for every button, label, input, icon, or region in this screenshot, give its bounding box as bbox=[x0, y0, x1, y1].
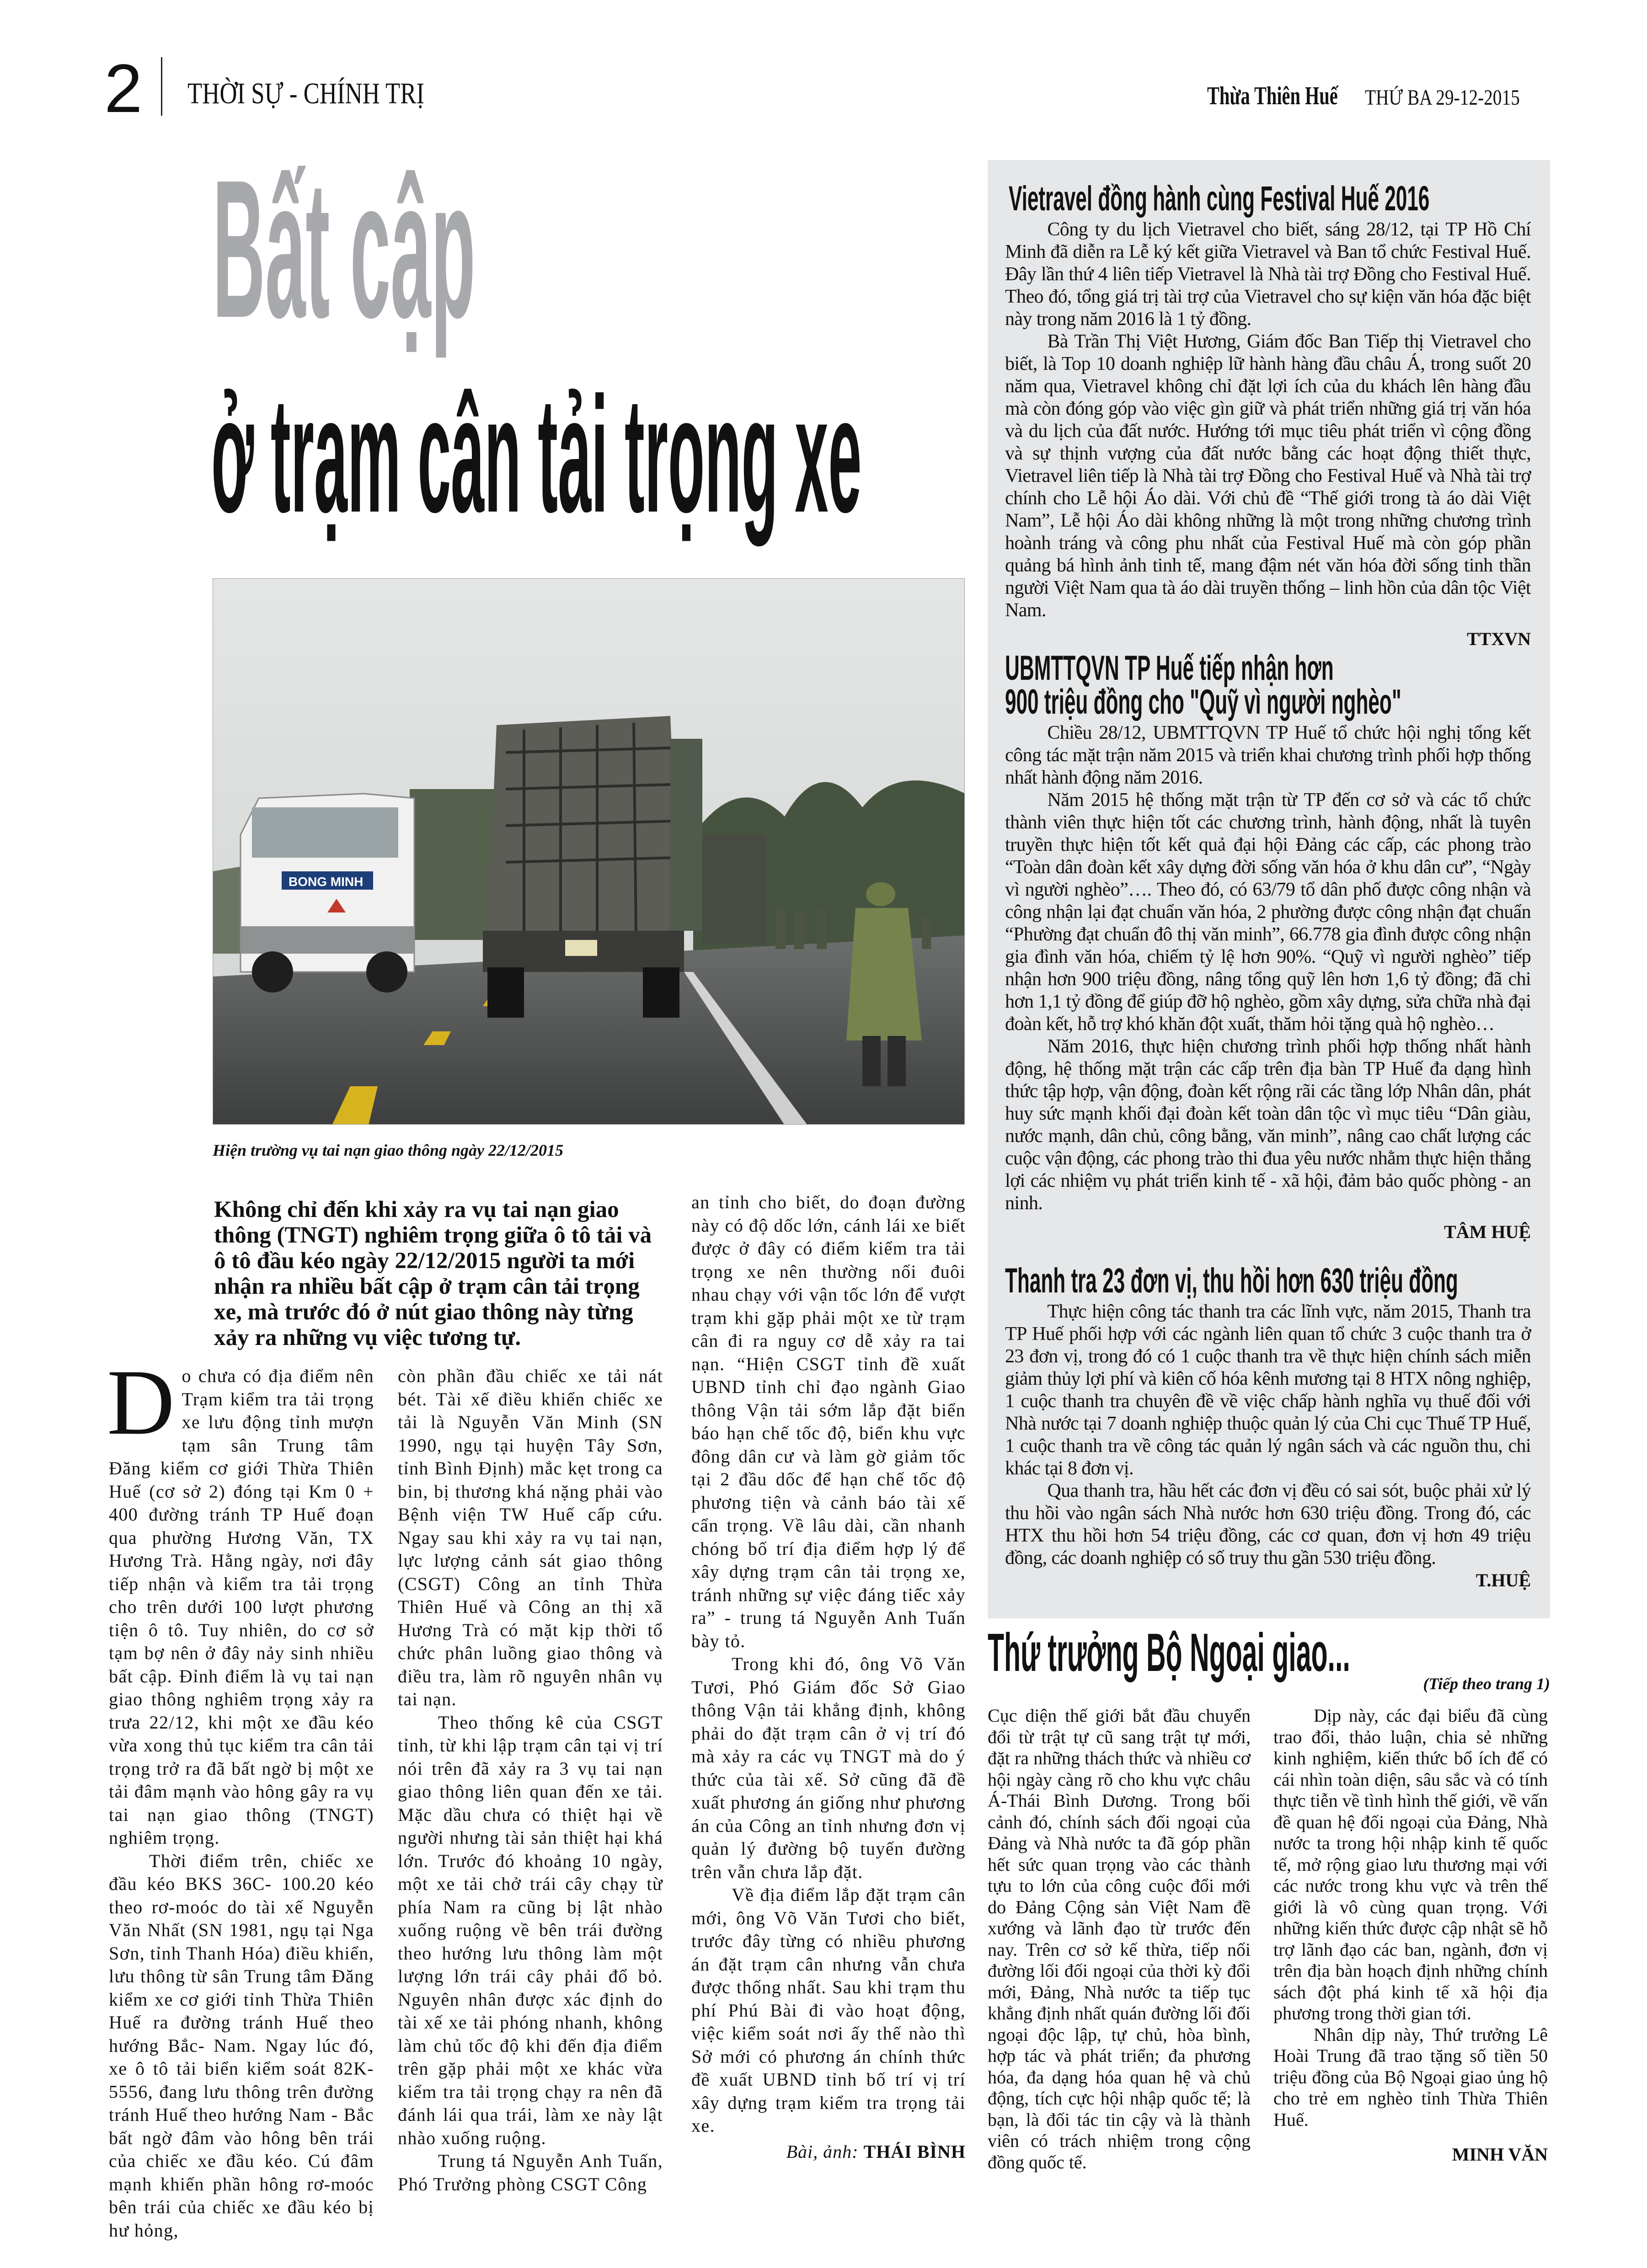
photo-caption: Hiện trường vụ tai nạn giao thông ngày 22/12/2015 bbox=[213, 1141, 564, 1159]
brief-ubmttq bbox=[1005, 651, 1531, 1243]
brief-signature: T.HUỆ bbox=[1476, 1570, 1531, 1590]
paragraph: Thời điểm trên, chiếc xe đầu kéo BKS 36C- 100.20 kéo theo rơ-moóc do tài xế Nguyễn Văn Nhất (SN 1981, ngụ tại Nga Sơn, tỉnh Thanh Hóa) điều khiển, lưu thông từ sân Trung tâm Đăng kiểm xe cơ giới tỉnh Thừa Thiên Huế ra đường tránh Huế theo hướng Bắc- Nam. Ngay lúc đó, xe ô tô tải biển kiểm soát 82K- 5556, đang lưu thông trên đường tránh Huế theo hướng Nam - Bắc bất ngờ đâm vào hông bên trái của chiếc xe đầu kéo. Cú đâm mạnh khiến phần hông rơ-moóc bên trái của chiếc xe đầu kéo bị hư hỏng, bbox=[109, 1850, 374, 2241]
brief-body bbox=[1005, 1301, 1531, 1569]
third-truck bbox=[702, 835, 766, 945]
brief-signature: TTXVN bbox=[1466, 629, 1531, 649]
paragraph: Trung tá Nguyễn Anh Tuấn, Phó Trưởng phòng CSGT Công bbox=[398, 2151, 663, 2194]
continued-from-note: (Tiếp theo trang 1) bbox=[1423, 1675, 1550, 1693]
article-column-2 bbox=[398, 1365, 663, 2196]
paragraph: Theo thống kê của CSGT tỉnh, từ khi lập trạm cân tại vị trí nói trên đã xảy ra 3 vụ tai nạn giao thông liên quan đến xe tải. Mặc dầu chưa có thiệt hại về người nhưng tài sản thiệt hại khá lớn. Trước đó khoảng 10 ngày, một xe tải chở trái cây chạy từ phía Nam ra cũng bị lật nhào xuống ruộng về bên trái đường theo hướng lưu thông làm một lượng lớn trái cây phải đổ bỏ. Nguyên nhân được xác định do tài xế xe tải phóng nhanh, không làm chủ tốc độ khi đến địa điểm trên gặp phải một xe khác vừa kiểm tra tải trọng chạy ra nên đã đánh lái qua trái, làm xe này lật nhào xuống ruộng. bbox=[398, 1712, 663, 2148]
brief-signature: TÂM HUỆ bbox=[1444, 1222, 1531, 1242]
continued-column-2 bbox=[1273, 1705, 1548, 2166]
paragraph: Dịp này, các đại biểu đã cùng trao đổi, thảo luận, chia sẻ những kinh nghiệm, kiến thức bổ ích để có cái nhìn toàn diện, sâu sắc và có tính thực tiễn về tình hình thế giới, về vấn đề quan hệ đối ngoại của Đảng, Nhà nước ta trong hội nhập kinh tế quốc tế, mở rộng giao lưu thương mại với các nước trong khu vực và trên thế giới là vô cùng quan trọng. Với những kiến thức được cập nhật sẽ hỗ trợ lãnh đạo các ban, ngành, đơn vị trên địa bàn hoạch định những chính sách đột phá kinh tế xã hội địa phương trong thời gian tới. bbox=[1273, 1705, 1548, 2023]
continued-article-title-text: Thứ trưởng Bộ Ngoại giao... bbox=[988, 1622, 1350, 1683]
brief-title-text: Thanh tra 23 đơn vị, thu hồi hơn 630 triệu đồng bbox=[1005, 1261, 1458, 1300]
paragraph: còn phần đầu chiếc xe tải nát bét. Tài xế điều khiển chiếc xe tải là Nguyễn Văn Minh (SN 1990, ngụ tại huyện Tây Sơn, tỉnh Bình Định) mắc kẹt trong ca bin, bị thương khá nặng phải vào Bệnh viện TW Huế cấp cứu. Ngay sau khi xảy ra vụ tai nạn, lực lượng cảnh sát giao thông (CSGT) Công an tỉnh Thừa Thiên Huế và Công an thị xã Hương Trà có mặt kịp thời tổ chức phân luồng giao thông và điều tra, làm rõ nguyên nhân vụ tai nạn. bbox=[398, 1366, 663, 1709]
brief-title bbox=[1005, 179, 1531, 218]
newspaper-name bbox=[1207, 82, 1389, 110]
section-title-text: THỜI SỰ - CHÍNH TRỊ bbox=[187, 77, 425, 110]
page-number: 2 bbox=[104, 50, 143, 127]
continued-article-signature: MINH VĂN bbox=[1452, 2144, 1548, 2165]
header-divider bbox=[161, 57, 162, 116]
article-byline bbox=[691, 2140, 966, 2164]
brief-title bbox=[1005, 1261, 1531, 1300]
article-lead: Không chỉ đến khi xảy ra vụ tai nạn giao thông (TNGT) nghiêm trọng giữa ô tô tải và ô tô đầu kéo ngày 22/12/2015 người ta mới nhận ra nhiều bất cập ở trạm cân tải trọng xe, mà trước đó ở nút giao thông này từng xảy ra những vụ việc tương tự. bbox=[214, 1197, 652, 1350]
brief-vietravel bbox=[1005, 179, 1531, 650]
drop-cap: D bbox=[107, 1350, 176, 1454]
headline-line-2-text: ở trạm cân tải trọng xe bbox=[211, 363, 862, 547]
photo-illustration bbox=[213, 579, 965, 1125]
continued-article-title bbox=[988, 1622, 1647, 1683]
brief-thanh-tra bbox=[1005, 1261, 1531, 1591]
issue-date-text: THỨ BA 29-12-2015 bbox=[1365, 85, 1520, 110]
paragraph: Công ty du lịch Vietravel cho biết, sáng 28/12, tại TP Hồ Chí Minh đã diễn ra Lễ ký kết giữa Vietravel và Ban tổ chức Festival Huế. Đây lần thứ 4 liên tiếp Vietravel là Nhà tài trợ Đồng cho Festival Huế. Theo đó, tổng giá trị tài trợ của Vietravel cho sự kiện văn hóa đặc biệt này trong năm 2016 là 1 tỷ đồng. bbox=[1005, 219, 1531, 330]
truck-logo-text: BONG MINH bbox=[289, 875, 364, 889]
paragraph: Về địa điểm lắp đặt trạm cân mới, ông Võ Văn Tươi cho biết, trước đây từng có nhiều phương án đặt trạm cân nhưng vẫn chưa được thống nhất. Sau khi trạm thu phí Phú Bài đi vào hoạt động, việc kiểm soát nơi ấy thế nào thì Sở mới có phương án chính thức đề xuất UBND tỉnh bố trí vị trí xây dựng trạm kiểm tra trọng tải xe. bbox=[691, 1884, 966, 2136]
paragraph: Bà Trần Thị Việt Hương, Giám đốc Ban Tiếp thị Vietravel cho biết, là Top 10 doanh nghiệp lữ hành hàng đầu châu Á, trong suốt 20 năm qua, Vietravel không chỉ đặt lợi ích của du khách lên hàng đầu mà còn đóng góp vào việc gìn giữ và phát triển những giá trị văn hóa và du lịch của đất nước. Hướng tới mục tiêu phát triển vì cộng đồng và sự thịnh vượng của đất nước bằng các hoạt động thiết thực, Vietravel liên tiếp là Nhà tài trợ Đồng cho Festival Huế và Nhà tài trợ chính cho Lễ hội Áo dài. Với chủ đề “Thế giới trong tà áo dài Việt Nam”, Lễ hội Áo dài không những là một trong những chương trình hoành tráng và công phu nhất của Festival Huế mà còn góp phần quảng bá hình ảnh tinh tế, mang đậm nét văn hóa đời sống tinh thần người Việt Nam qua tà áo dài truyền thống – linh hồn của dân tộc Việt Nam. bbox=[1005, 331, 1531, 621]
brief-title-text: UBMTTQVN TP Huế tiếp nhận hơn bbox=[1005, 649, 1334, 688]
issue-date bbox=[1365, 85, 1554, 111]
article-column-1 bbox=[107, 1350, 374, 2242]
paragraph: Năm 2016, thực hiện chương trình phối hợp thống nhất hành động, hệ thống mặt trận các cấp trên địa bàn TP Huế đa dạng hình thức tập hợp, vận động, đoàn kết rộng rãi các tầng lớp Nhân dân, phát huy sức mạnh khối đại đoàn kết toàn dân tộc vì mục tiêu “Dân giàu, nước mạnh, dân chủ, công bằng, văn minh”, nâng cao chất lượng các cuộc vận động, các phong trào thi đua yêu nước nhằm thực hiện thắng lợi các nhiệm vụ phát triển kinh tế - xã hội, đảm bảo quốc phòng - an ninh. bbox=[1005, 1036, 1531, 1214]
brief-body bbox=[1005, 219, 1531, 622]
brief-title-text: Vietravel đồng hành cùng Festival Huế 2016 bbox=[1009, 179, 1430, 218]
paragraph: Nhân dịp này, Thứ trưởng Lê Hoài Trung đã trao tặng số tiền 50 triệu đồng của Bộ Ngoại giao ủng hộ cho trẻ em nghèo tỉnh Thừa Thiên Huế. bbox=[1273, 2024, 1548, 2130]
paragraph: an tỉnh cho biết, do đoạn đường này có độ dốc lớn, cánh lái xe biết được ở đây có điểm kiểm tra tải trọng xe nên thường nối đuôi nhau chạy với vận tốc lớn để vượt trạm khi gặp phải một xe từ trạm cân đi ra nguy cơ dễ xảy ra tai nạn. “Hiện CSGT tỉnh đề xuất UBND tỉnh chỉ đạo ngành Giao thông Vận tải sớm lắp đặt biển báo hạn chế tốc độ, biển khu vực đông dân cư và làm gờ giảm tốc tại 2 đầu dốc để hạn chế tốc độ phương tiện và cảnh báo tài xế cẩn trọng. Về lâu dài, cần nhanh chóng bố trí địa điểm hợp lý để xây dựng trạm cân tải trọng xe, tránh những sự việc đáng tiếc xảy ra” - trung tá Nguyễn Anh Tuấn bày tỏ. bbox=[691, 1192, 966, 1651]
paragraph: Trong khi đó, ông Võ Văn Tươi, Phó Giám đốc Sở Giao thông Vận tải khẳng định, không phải do đặt trạm cân ở vị trí đó mà xảy ra các vụ TNGT mà do ý thức của tài xế. Sở cũng đã đề xuất phương án giống như phương án của Công an tỉnh nhưng đơn vị quản lý đường bộ tuyến đường trên vẫn chưa lắp đặt. bbox=[691, 1654, 966, 1882]
headline-line-1 bbox=[213, 139, 923, 359]
paragraph: o chưa có địa điểm nên Trạm kiểm tra tải trọng xe lưu động tỉnh mượn tạm sân Trung tâm Đăng kiểm cơ giới Thừa Thiên Huế (cơ sở 2) đóng tại Km 0 + 400 đường tránh TP Huế đoạn qua phường Hương Văn, TX Hương Trà. Hằng ngày, nơi đây tiếp nhận và kiểm tra tải trọng cho trên dưới 100 lượt phương tiện ô tô. Tuy nhiên, do cơ sở tạm bợ nên ở đây nảy sinh nhiều bất cập. Đỉnh điểm là vụ tai nạn giao thông nghiêm trọng xảy ra trưa 22/12, khi một xe đầu kéo vừa xong thủ tục kiểm tra cân tải trọng trở ra đã bất ngờ bị một xe tải đâm mạnh vào hông gây ra vụ tai nạn giao thông (TNGT) nghiêm trọng. bbox=[109, 1366, 374, 1848]
byline-author: THÁI BÌNH bbox=[863, 2141, 966, 2162]
paragraph: Năm 2015 hệ thống mặt trận từ TP đến cơ sở và các tổ chức thành viên thực hiện tốt các chương trình, hành động, nhất là tuyên truyền thực hiện tốt kết quả đại hội Đảng các cấp, các phong trào “Toàn dân đoàn kết xây dựng đời sống văn hóa ở khu dân cư”, “Ngày vì người nghèo”…. Theo đó, có 63/79 tổ dân phố được công nhận và công nhận lại đạt chuẩn văn hóa, 2 phường được công nhận đạt chuẩn “Phường đạt chuẩn đô thị văn minh”, 66.778 gia đình được công nhận gia đình văn hóa, chiếm tỷ lệ hơn 90%. “Quỹ vì người nghèo” tiếp nhận hơn 900 triệu đồng, nâng tổng quỹ lên hơn 1,6 tỷ đồng; đã chi hơn 1,1 tỷ đồng để giúp đỡ hộ nghèo, gồm xây dựng, sửa chữa nhà đại đoàn kết, hỗ trợ khó khăn đột xuất, thăm hỏi tặng quà hộ nghèo… bbox=[1005, 790, 1531, 1035]
article-column-3 bbox=[691, 1191, 966, 2163]
paragraph: Cục diện thế giới bắt đầu chuyển đổi từ trật tự cũ sang trật tự mới, đặt ra những thách thức và nhiều cơ hội ngày càng rõ cho khu vực châu Á-Thái Bình Dương. Trong bối cảnh đó, chính sách đối ngoại của Đảng và Nhà nước ta đã góp phần hết sức quan trọng vào các thành tựu to lớn của công cuộc đổi mới do Đảng Cộng sản Việt Nam đề xướng và lãnh đạo từ trước đến nay. Trên cơ sở kế thừa, tiếp nối đường lối đối ngoại của thời kỳ đổi mới, Đảng, Nhà nước ta tiếp tục khẳng định nhất quán đường lối đối ngoại độc lập, tự chủ, hòa bình, hợp tác và phát triển; đa phương hóa, đa dạng hóa quan hệ và chủ động, tích cực hội nhập quốc tế; là bạn, là đối tác tin cậy và là thành viên có trách nhiệm trong cộng đồng quốc tế. bbox=[988, 1705, 1251, 2172]
paragraph: Chiều 28/12, UBMTTQVN TP Huế tổ chức hội nghị tổng kết công tác mặt trận năm 2015 và triển khai chương trình phối hợp thống nhất hành động năm 2016. bbox=[1005, 722, 1531, 788]
section-title bbox=[187, 78, 484, 110]
byline-prefix: Bài, ảnh: bbox=[786, 2141, 859, 2162]
paragraph: Thực hiện công tác thanh tra các lĩnh vực, năm 2015, Thanh tra TP Huế phối hợp với các ngành liên quan tổ chức 3 cuộc thanh tra ở 23 đơn vị, trong đó có 1 cuộc thanh tra về thực hiện chính sách miễn giảm thủy lợi phí và kiên cố hóa kênh mương tại 8 HTX nông nghiệp, 1 cuộc thanh tra chuyên đề về việc chấp hành nghĩa vụ thuế đối với Nhà nước tại 7 doanh nghiệp thuộc quản lý của Chi cục Thuế TP Huế, 1 cuộc thanh tra về công tác quản lý ngân sách và các nguồn thu, chi khác tại 8 đơn vị. bbox=[1005, 1301, 1531, 1479]
brief-title-line-1 bbox=[1005, 649, 1531, 688]
newspaper-name-text: Thừa Thiên Huế bbox=[1207, 82, 1338, 110]
brief-title-line-2 bbox=[1005, 685, 1531, 719]
continued-column-1 bbox=[988, 1705, 1251, 2173]
brief-body bbox=[1005, 722, 1531, 1215]
accident-scene-photo bbox=[213, 578, 965, 1125]
paragraph: Qua thanh tra, hầu hết các đơn vị đều có sai sót, buộc phải xử lý thu hồi vào ngân sách Nhà nước hơn 630 triệu đồng. Trong đó, các HTX thu hồi hơn 54 triệu đồng, các cơ quan, đơn vị hơn 49 triệu đồng, các doanh nghiệp có số truy thu gần 530 triệu đồng. bbox=[1005, 1480, 1531, 1569]
headline-line-1-text: Bất cập bbox=[213, 139, 476, 359]
brief-title-text: 900 triệu đồng cho "Quỹ vì người nghèo" bbox=[1005, 683, 1401, 721]
